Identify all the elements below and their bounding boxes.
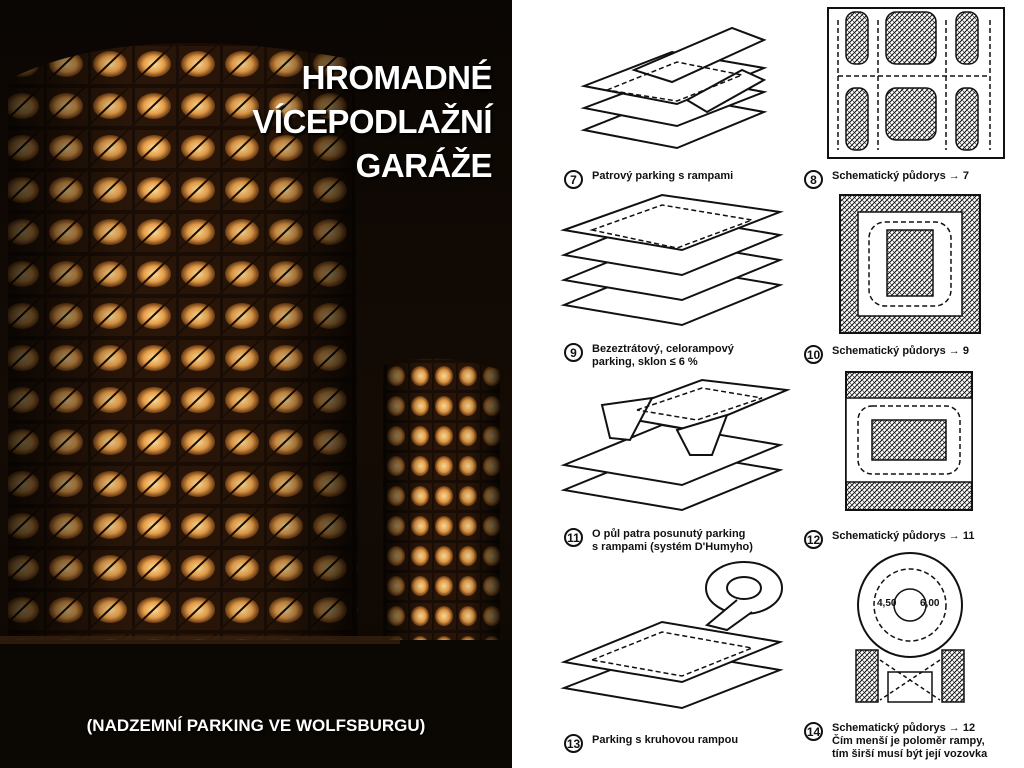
diagram-8-plan — [828, 8, 1004, 158]
caption-10 — [804, 345, 969, 364]
page-title: HROMADNÉ VÍCEPODLAŽNÍ GARÁŽE — [252, 59, 492, 184]
caption-12 — [804, 530, 974, 549]
caption-number: 8 — [804, 170, 823, 189]
diagram-10-plan — [840, 195, 980, 333]
caption-14 — [804, 722, 987, 761]
caption-number: 10 — [804, 345, 823, 364]
caption-7 — [564, 170, 733, 189]
caption-number: 11 — [564, 528, 583, 547]
caption-text: Schematický půdorys → 9 — [832, 345, 969, 357]
caption-number: 12 — [804, 530, 823, 549]
caption-number: 7 — [564, 170, 583, 189]
caption-number: 14 — [804, 722, 823, 741]
photo-caption: (NADZEMNÍ PARKING VE WOLFSBURGU) — [86, 716, 426, 735]
caption-text: Schematický půdorys → 7 — [832, 170, 969, 182]
caption-text: Schematický půdorys → 12 Čím menší je poloměr rampy, tím širší musí být její vozovka — [832, 722, 988, 760]
dimension-outer-radius: 6,00 — [920, 598, 940, 609]
dimension-inner-radius: 4,50 — [877, 598, 897, 609]
caption-number: 13 — [564, 734, 583, 753]
diagram-12-plan — [846, 372, 972, 510]
caption-text: Parking s kruhovou rampou — [592, 734, 739, 746]
caption-text: Schematický půdorys → 11 — [832, 530, 975, 542]
caption-text: Bezeztrátový, celorampový parking, sklon ≤ 6 % — [592, 343, 734, 368]
diagram-9-isometric — [564, 195, 780, 325]
diagram-14-plan — [856, 553, 964, 702]
parking-diagrams — [512, 0, 1024, 768]
caption-11 — [564, 528, 753, 554]
diagram-13-isometric — [564, 562, 782, 708]
caption-text: Patrový parking s rampami — [592, 170, 734, 182]
caption-13 — [564, 734, 738, 753]
caption-text: O půl patra posunutý parking s rampami (systém D'Humyho) — [592, 528, 753, 553]
diagram-11-isometric — [564, 380, 787, 510]
caption-9 — [564, 343, 734, 369]
diagram-7-isometric — [584, 28, 764, 148]
caption-number: 9 — [564, 343, 583, 362]
caption-8 — [804, 170, 969, 189]
